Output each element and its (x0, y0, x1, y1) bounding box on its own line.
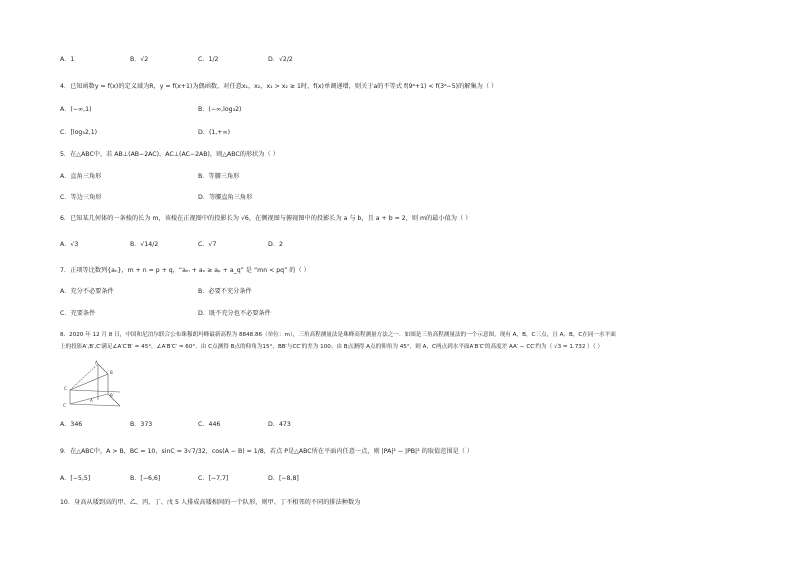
question-8-stem-line2: 上的投影A′,B′,C′满足∠A′C′B′ = 45°，∠A′B′C′ = 60°．由 C点测得 B点的仰角为15°，BB′与CC′的差为 100；由 B点测得 A点的仰角为 45°，则 A，C两点到水平面A′B′C′的高度差 AA′ − CC′约为（ √3 = 1.732 ）（ ） (60, 344, 603, 350)
q5-option-c: C．等边三角形 (60, 194, 102, 201)
q5-option-d: D．等腰直角三角形 (198, 194, 253, 201)
q9-option-a: A．[−5,5] (60, 475, 91, 482)
option-a: A．1 (60, 56, 75, 63)
question-7-stem: 7．正项等比数列{aₙ}，m + n = p + q，“aₘ + aₙ ≥ aₚ + a_q” 是 “mn < pq” 的（ ） (60, 267, 310, 274)
q6-option-a: A．√3 (60, 241, 79, 248)
q7-option-c: C．充要条件 (60, 310, 96, 317)
fig-label-a-prime: A′ (90, 398, 94, 403)
fig-label-b: B (110, 370, 113, 375)
question-9-stem: 9．在△ABC中，A > B，BC = 10，sinC = 3√7/32，cos(A − B) = 1/8，若点 P是△ABC所在平面内任意一点，则 |PA|² − |PB|² 的取值范围是（ ） (60, 448, 474, 455)
fig-label-c-prime: C′ (63, 403, 67, 408)
q8-option-a: A．346 (60, 421, 83, 428)
q5-option-a: A．直角三角形 (60, 173, 102, 180)
q9-option-b: B．[−6,6] (130, 475, 161, 482)
q9-option-d: D．[−8,8] (268, 475, 299, 482)
question-8-stem-line1: 8．2020 年 12 月 8 日，中国和尼泊尔联合公布珠穆朗玛峰最新高程为 8848.86（单位：m），三角高程测量法是珠峰高程测量方法之一．如图是三角高程测量法的一个示意图，现有 A，B，C三点，且 A，B，C在同一水平面 (60, 332, 616, 338)
q6-option-b: B．√14/2 (130, 241, 159, 248)
q9-option-c: C．[−7,7] (198, 475, 229, 482)
q4-option-b: B．(−∞,log₃2) (198, 106, 242, 113)
q8-option-c: C．446 (198, 421, 221, 428)
question-5-stem: 5．在△ABC中，若 AB⊥(AB−2AC)，AC⊥(AC−2AB)，则△ABC的形状为（ ） (60, 151, 279, 158)
question-4-stem: 4．已知函数y = f(x)的定义域为R，y = f(x+1)为偶函数，对任意x₁，x₂，x₁ > x₂ ≥ 1时，f(x)单调递增，则关于a的不等式 f(9ᵃ+1) < f(3ᵃ−5)的解集为（ ） (60, 83, 498, 90)
q6-option-c: C．√7 (198, 241, 217, 248)
question-6-stem: 6．已知某几何体的一条棱的长为 m，该棱在正视图中的投影长为 √6，在侧视图与俯视图中的投影长为 a 与 b，且 a + b = 2，则 m的最小值为（ ） (60, 215, 472, 222)
option-b: B．√2 (130, 56, 149, 63)
fig-label-b-prime: B′ (110, 393, 114, 398)
q7-option-a: A．充分不必要条件 (60, 288, 114, 295)
q5-option-b: B．等腰三角形 (198, 173, 240, 180)
q4-option-a: A．(−∞,1) (60, 106, 92, 113)
fig-label-a: A (95, 360, 98, 365)
option-c: C．1/2 (198, 56, 219, 63)
q8-option-b: B．373 (130, 421, 153, 428)
question-10-stem: 10．身高从矮到高的甲、乙、丙、丁、戊 5 人排成高矮相间的一个队形，则甲、丁不相邻的不同的排法种数为 (60, 499, 361, 506)
q7-option-b: B．必要不充分条件 (198, 288, 252, 295)
fig-label-c: C (64, 386, 67, 391)
q4-option-c: C．[log₃2,1) (60, 129, 98, 136)
triangulation-diagram (60, 360, 140, 412)
q8-option-d: D．473 (268, 421, 291, 428)
q6-option-d: D．2 (268, 241, 283, 248)
option-d: D．√2/2 (268, 56, 293, 63)
q4-option-d: D．(1,+∞) (198, 129, 231, 136)
q7-option-d: D．既不充分也不必要条件 (198, 310, 271, 317)
